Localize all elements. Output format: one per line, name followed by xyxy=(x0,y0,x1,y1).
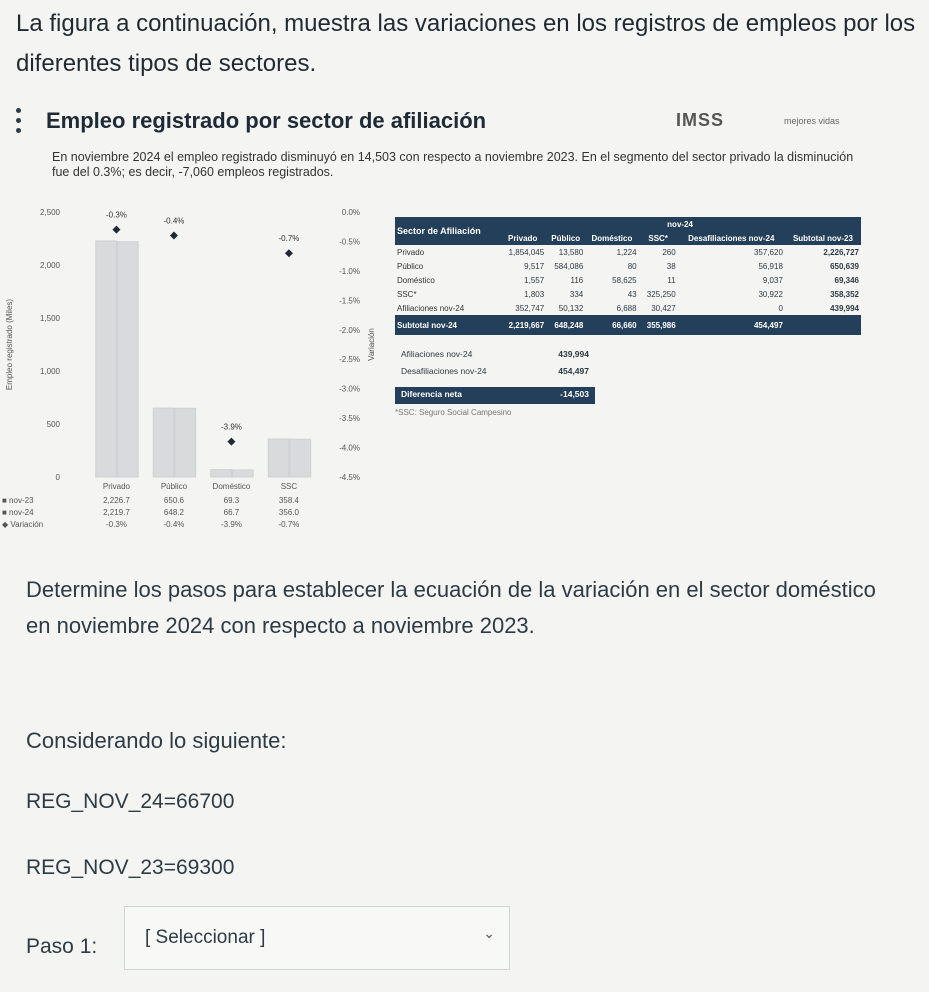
summary-value: 439,994 xyxy=(558,349,589,359)
table-cell: 2,226,727 xyxy=(823,247,859,257)
y-tick-label: 0 xyxy=(55,473,60,482)
summary-value: 454,497 xyxy=(558,366,589,376)
affiliation-table-wrap xyxy=(395,217,865,417)
data-label: -0.3% xyxy=(105,520,127,529)
subtotal-cell xyxy=(785,315,861,335)
chart-svg xyxy=(0,202,380,557)
table-cell: 358,352 xyxy=(830,289,859,299)
intro-text: La figura a continuación, muestra las variaciones en los registros de empleos por los diferentes tipos de sectores. xyxy=(16,10,916,77)
variation-marker xyxy=(285,249,293,257)
variation-label: -0.4% xyxy=(163,216,185,226)
x-tick-label: Doméstico xyxy=(212,482,251,491)
table-cell: 50,132 xyxy=(558,303,584,313)
y2-tick-label: -2.5% xyxy=(339,355,360,365)
table-cell: 352,747 xyxy=(515,303,545,313)
y-axis-label: Empleo registrado (Miles) xyxy=(5,298,14,391)
x-tick-label: SSC xyxy=(280,482,298,491)
logo: IMSS xyxy=(676,110,725,130)
table-row xyxy=(395,273,861,287)
y-tick-label: 1,500 xyxy=(39,314,60,323)
subtotal-cell: 66,660 xyxy=(585,315,638,335)
table-cell: 69,346 xyxy=(834,275,859,285)
header-ssc: SSC* xyxy=(639,231,678,245)
bar-nov-24 xyxy=(290,439,311,477)
step-1-label: Paso 1: xyxy=(26,935,98,958)
table-cell: 43 xyxy=(627,289,637,299)
y2-tick-label: -3.0% xyxy=(339,384,360,394)
net-value: -14,503 xyxy=(560,389,589,399)
y-tick-label: 2,500 xyxy=(39,208,60,217)
y2-tick-label: -1.0% xyxy=(339,266,360,276)
header-domestico: Doméstico xyxy=(585,231,638,245)
subtotal-cell: 355,986 xyxy=(639,315,678,335)
figure-description: En noviembre 2024 el empleo registrado disminuyó en 14,503 con respecto a noviembre 2023. En el segmento del sector privado la disminución fue del 0.3%; es decir, -7,060 empleos registrados. xyxy=(52,150,854,179)
bullet-icon xyxy=(16,104,26,138)
table-row xyxy=(395,287,861,301)
bar-nov-23 xyxy=(96,241,117,477)
header-subtotal: Subtotal nov-23 xyxy=(785,231,861,245)
summary-label: Afiliaciones nov-24 xyxy=(401,349,473,359)
table-cell: 1,803 xyxy=(524,289,545,299)
table-cell: 9,517 xyxy=(524,261,545,271)
legend-variacion: ◆ Variación xyxy=(2,520,44,529)
data-label: -3.9% xyxy=(220,520,242,529)
bar-nov-24 xyxy=(232,470,253,477)
table-cell: 1,224 xyxy=(616,247,637,257)
table-cell: 38 xyxy=(666,261,676,271)
y-tick-label: 500 xyxy=(46,420,60,429)
question-text: Determine los pasos para establecer la ecuación de la variación en el sector doméstico en noviembre 2024 con respecto a noviembre 2023. xyxy=(26,577,876,638)
header-sector: Sector de Afiliación xyxy=(395,217,499,245)
y2-tick-label: -4.0% xyxy=(339,443,360,453)
data-label: 650.6 xyxy=(163,496,184,505)
variation-label: -3.9% xyxy=(220,422,242,432)
variation-label: -0.7% xyxy=(278,234,300,244)
bar-nov-23 xyxy=(153,408,174,477)
bar-nov-24 xyxy=(175,408,196,477)
data-label: 69.3 xyxy=(223,496,240,505)
summary-row-disaffiliations xyxy=(395,364,595,381)
table-cell: 13,580 xyxy=(558,247,584,257)
data-label: -0.4% xyxy=(163,520,185,529)
figure-title: Empleo registrado por sector de afiliación xyxy=(46,108,487,133)
row-name: Privado xyxy=(397,247,425,257)
header-publico: Público xyxy=(546,231,585,245)
table-row xyxy=(395,245,861,259)
table-cell: 30,922 xyxy=(758,289,783,299)
data-label: 2,219.7 xyxy=(103,508,130,517)
affiliation-table xyxy=(395,217,861,335)
table-cell: 56,918 xyxy=(758,261,783,271)
table-cell: 439,994 xyxy=(830,303,859,313)
bar-nov-24 xyxy=(117,242,138,477)
bar-nov-23 xyxy=(211,470,232,477)
row-name: SSC* xyxy=(397,289,417,299)
table-cell: 650,639 xyxy=(830,261,859,271)
table-cell: 334 xyxy=(569,289,584,299)
table-cell: 0 xyxy=(778,303,783,313)
x-tick-label: Privado xyxy=(102,482,131,491)
legend-nov-24: ■ nov-24 xyxy=(2,508,34,517)
consider-text: Considerando lo siguiente: xyxy=(26,728,287,753)
table-row xyxy=(395,259,861,273)
row-name: Doméstico xyxy=(397,275,435,285)
y2-tick-label: -2.0% xyxy=(339,325,360,335)
y-tick-label: 2,000 xyxy=(39,261,60,270)
table-row xyxy=(395,301,861,315)
table-cell: 260 xyxy=(662,247,676,257)
x-tick-label: Público xyxy=(160,482,188,491)
net-label: Diferencia neta xyxy=(401,389,462,399)
variation-marker xyxy=(227,438,235,446)
subtotal-row xyxy=(395,315,861,335)
data-label: 358.4 xyxy=(278,496,299,505)
summary-label: Desafiliaciones nov-24 xyxy=(401,366,487,376)
table-cell: 357,620 xyxy=(753,247,783,257)
chevron-down-icon: ⌄ xyxy=(483,925,495,941)
row-name: Público xyxy=(397,261,424,271)
table-cell: 1,854,045 xyxy=(508,247,545,257)
legend-nov-23: ■ nov-23 xyxy=(2,496,34,505)
subtotal-cell: 2,219,667 xyxy=(499,315,546,335)
y2-tick-label: -4.5% xyxy=(339,473,360,482)
header-desafiliaciones: Desafiliaciones nov-24 xyxy=(678,231,785,245)
bar-chart xyxy=(0,202,380,557)
net-difference xyxy=(395,387,595,404)
row-name: Afiliaciones nov-24 xyxy=(397,303,465,313)
table-note: *SSC: Seguro Social Campesino xyxy=(395,408,512,417)
given-reg-nov-23: REG_NOV_23=69300 xyxy=(26,856,235,879)
y-tick-label: 1,000 xyxy=(39,367,60,376)
variation-marker xyxy=(112,226,120,234)
header-group: nov-24 xyxy=(499,217,861,231)
summary-row-affiliations xyxy=(395,347,595,364)
select-placeholder: [ Seleccionar ] xyxy=(145,927,266,948)
y2-tick-label: 0.0% xyxy=(341,208,360,217)
subtotal-cell: 454,497 xyxy=(678,315,785,335)
table-cell: 30,427 xyxy=(651,303,676,313)
table-cell: 1,557 xyxy=(524,275,545,285)
summary xyxy=(395,347,595,417)
y2-axis-label: Variación xyxy=(367,328,376,361)
data-label: -0.7% xyxy=(278,520,300,529)
figure-header xyxy=(16,102,866,138)
header-privado: Privado xyxy=(499,231,546,245)
given-reg-nov-24: REG_NOV_24=66700 xyxy=(26,790,235,813)
variation-label: -0.3% xyxy=(105,210,127,220)
y2-tick-label: -3.5% xyxy=(339,414,360,424)
subtotal-cell: 648,248 xyxy=(546,315,585,335)
data-label: 66.7 xyxy=(223,508,240,517)
y2-tick-label: -0.5% xyxy=(339,237,360,247)
data-label: 648.2 xyxy=(163,508,184,517)
table-cell: 6,688 xyxy=(616,303,637,313)
data-label: 356.0 xyxy=(278,508,299,517)
step-1-select[interactable] xyxy=(124,906,510,970)
table-cell: 584,086 xyxy=(554,261,584,271)
table-cell: 80 xyxy=(627,261,637,271)
table-cell: 58,625 xyxy=(612,275,637,285)
table-cell: 116 xyxy=(570,275,584,285)
figure xyxy=(0,92,880,562)
logo-tagline: mejores vidas xyxy=(784,116,840,126)
subtotal-name: Subtotal nov-24 xyxy=(395,315,499,335)
variation-marker xyxy=(170,232,178,240)
table-cell: 9,037 xyxy=(762,275,783,285)
table-cell: 11 xyxy=(667,275,676,285)
table-cell: 325,250 xyxy=(646,289,676,299)
y2-tick-label: -1.5% xyxy=(339,296,360,306)
bar-nov-23 xyxy=(268,439,289,477)
data-label: 2,226.7 xyxy=(103,496,130,505)
